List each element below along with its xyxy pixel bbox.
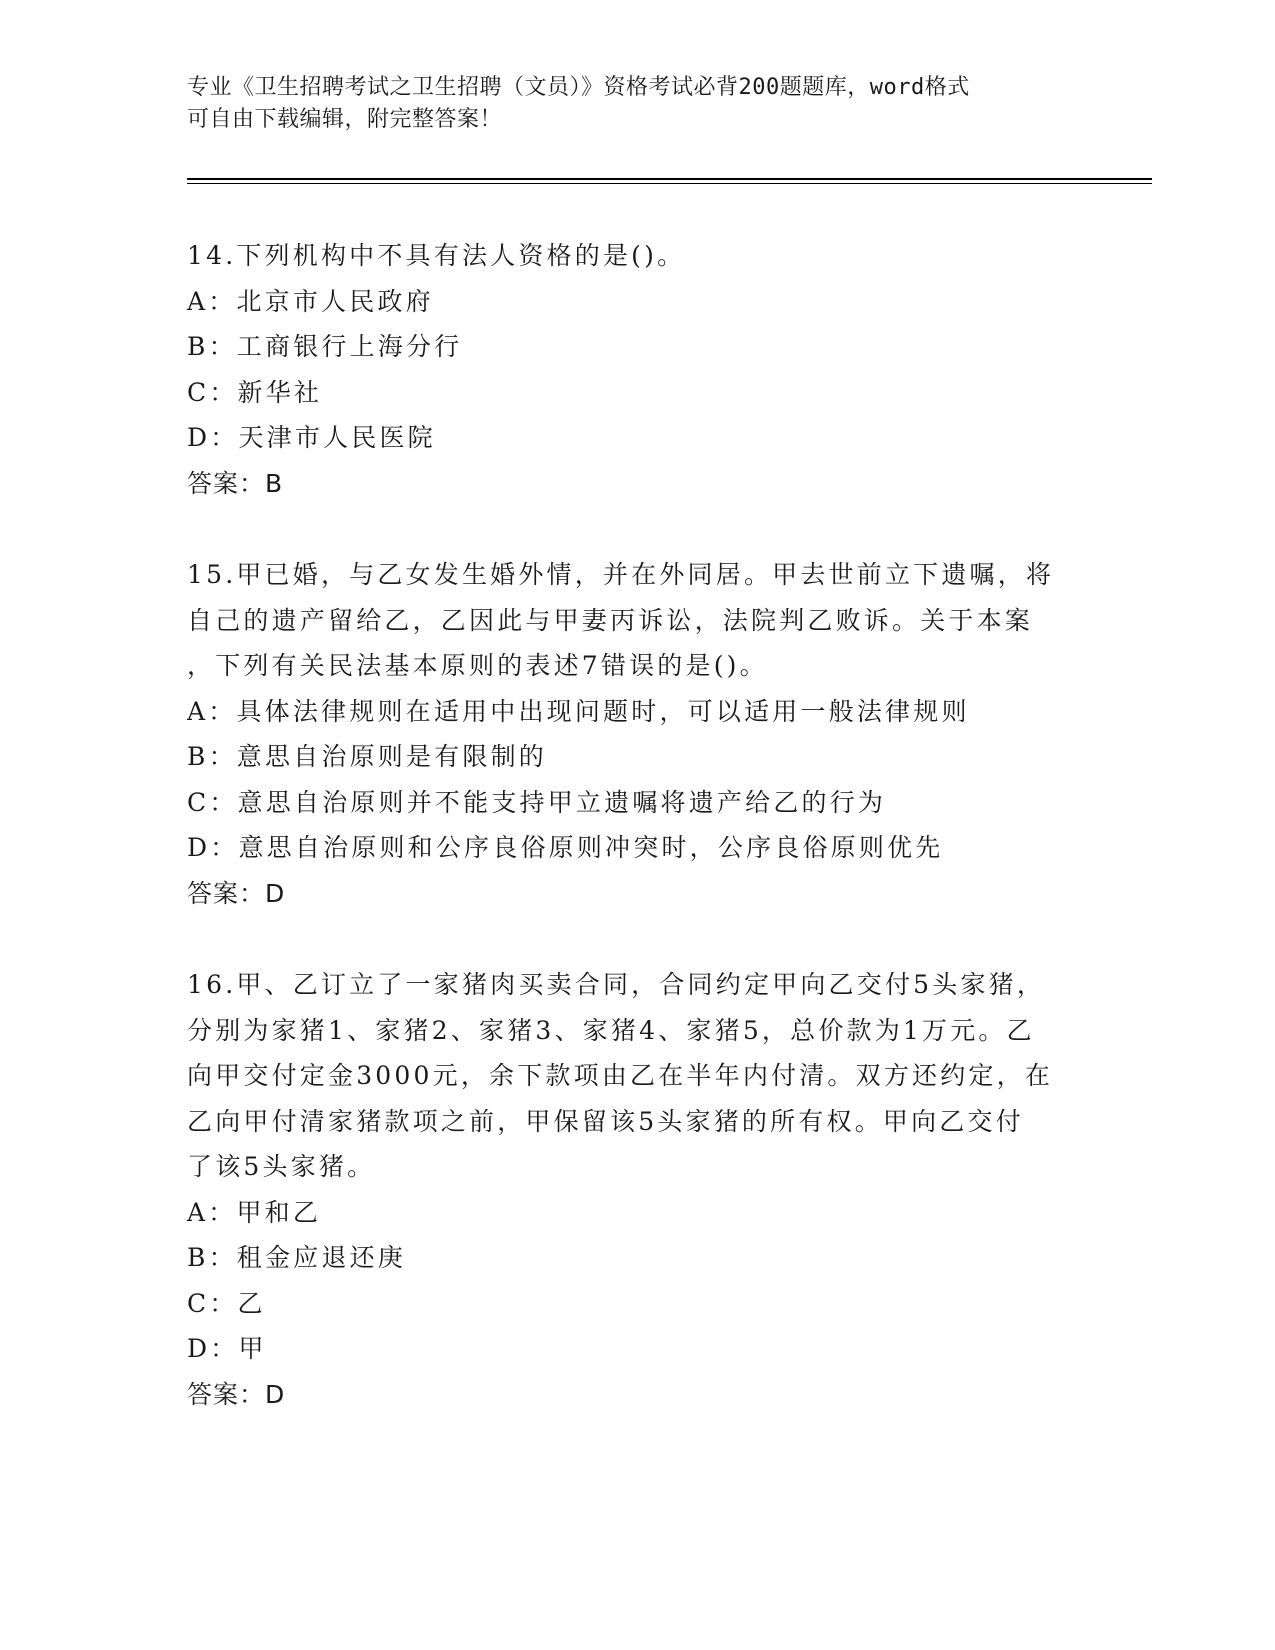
option-c: C：新华社	[187, 377, 323, 407]
question-stem-line: 14.下列机构中不具有法人资格的是()。	[187, 241, 686, 270]
answer-line: 答案：D	[187, 878, 286, 908]
document-header	[187, 72, 1067, 136]
question-stem-line: 16.甲、乙订立了一家猪肉买卖合同，合同约定甲向乙交付5头家猪，	[187, 970, 1046, 999]
question-stem-line: 分别为家猪1、家猪2、家猪3、家猪4、家猪5，总价款为1万元。乙	[187, 1015, 1035, 1045]
answer-line: 答案：B	[187, 468, 284, 498]
header-line-1: 专业《卫生招聘考试之卫生招聘（文员）》资格考试必背200题题库，word格式	[187, 75, 970, 100]
option-c: C：意思自治原则并不能支持甲立遗嘱将遗产给乙的行为	[187, 787, 887, 817]
question-stem-line: 自己的遗产留给乙，乙因此与甲妻丙诉讼，法院判乙败诉。关于本案	[187, 605, 1034, 635]
option-b: B：工商银行上海分行	[187, 332, 463, 361]
question-16	[187, 962, 1087, 1417]
question-stem-line: 乙向甲付清家猪款项之前，甲保留该5头家猪的所有权。甲向乙交付	[187, 1106, 1024, 1136]
header-divider-thick	[187, 178, 1152, 180]
question-stem-line: 15.甲已婚，与乙女发生婚外情，并在外同居。甲去世前立下遗嘱，将	[187, 560, 1055, 589]
answer-line: 答案：D	[187, 1379, 286, 1409]
header-line-2: 可自由下载编辑，附完整答案！	[187, 107, 503, 132]
question-14	[187, 233, 1087, 506]
option-d: D：甲	[187, 1334, 267, 1363]
option-d: D：天津市人民医院	[187, 423, 436, 452]
option-b: B：意思自治原则是有限制的	[187, 742, 547, 771]
option-b: B：租金应退还庚	[187, 1243, 406, 1272]
question-stem-line: ，下列有关民法基本原则的表述7错误的是()。	[187, 651, 768, 680]
option-c: C：乙	[187, 1288, 266, 1318]
question-stem-line: 向甲交付定金3000元，余下款项由乙在半年内付清。双方还约定，在	[187, 1061, 1054, 1090]
option-a: A：甲和乙	[187, 1197, 322, 1227]
question-stem-line: 了该5头家猪。	[187, 1152, 376, 1181]
option-a: A：北京市人民政府	[187, 286, 434, 316]
question-15	[187, 552, 1087, 916]
header-divider-thin	[187, 183, 1152, 184]
option-d: D：意思自治原则和公序良俗原则冲突时，公序良俗原则优先	[187, 833, 944, 862]
option-a: A：具体法律规则在适用中出现问题时，可以适用一般法律规则	[187, 696, 970, 726]
